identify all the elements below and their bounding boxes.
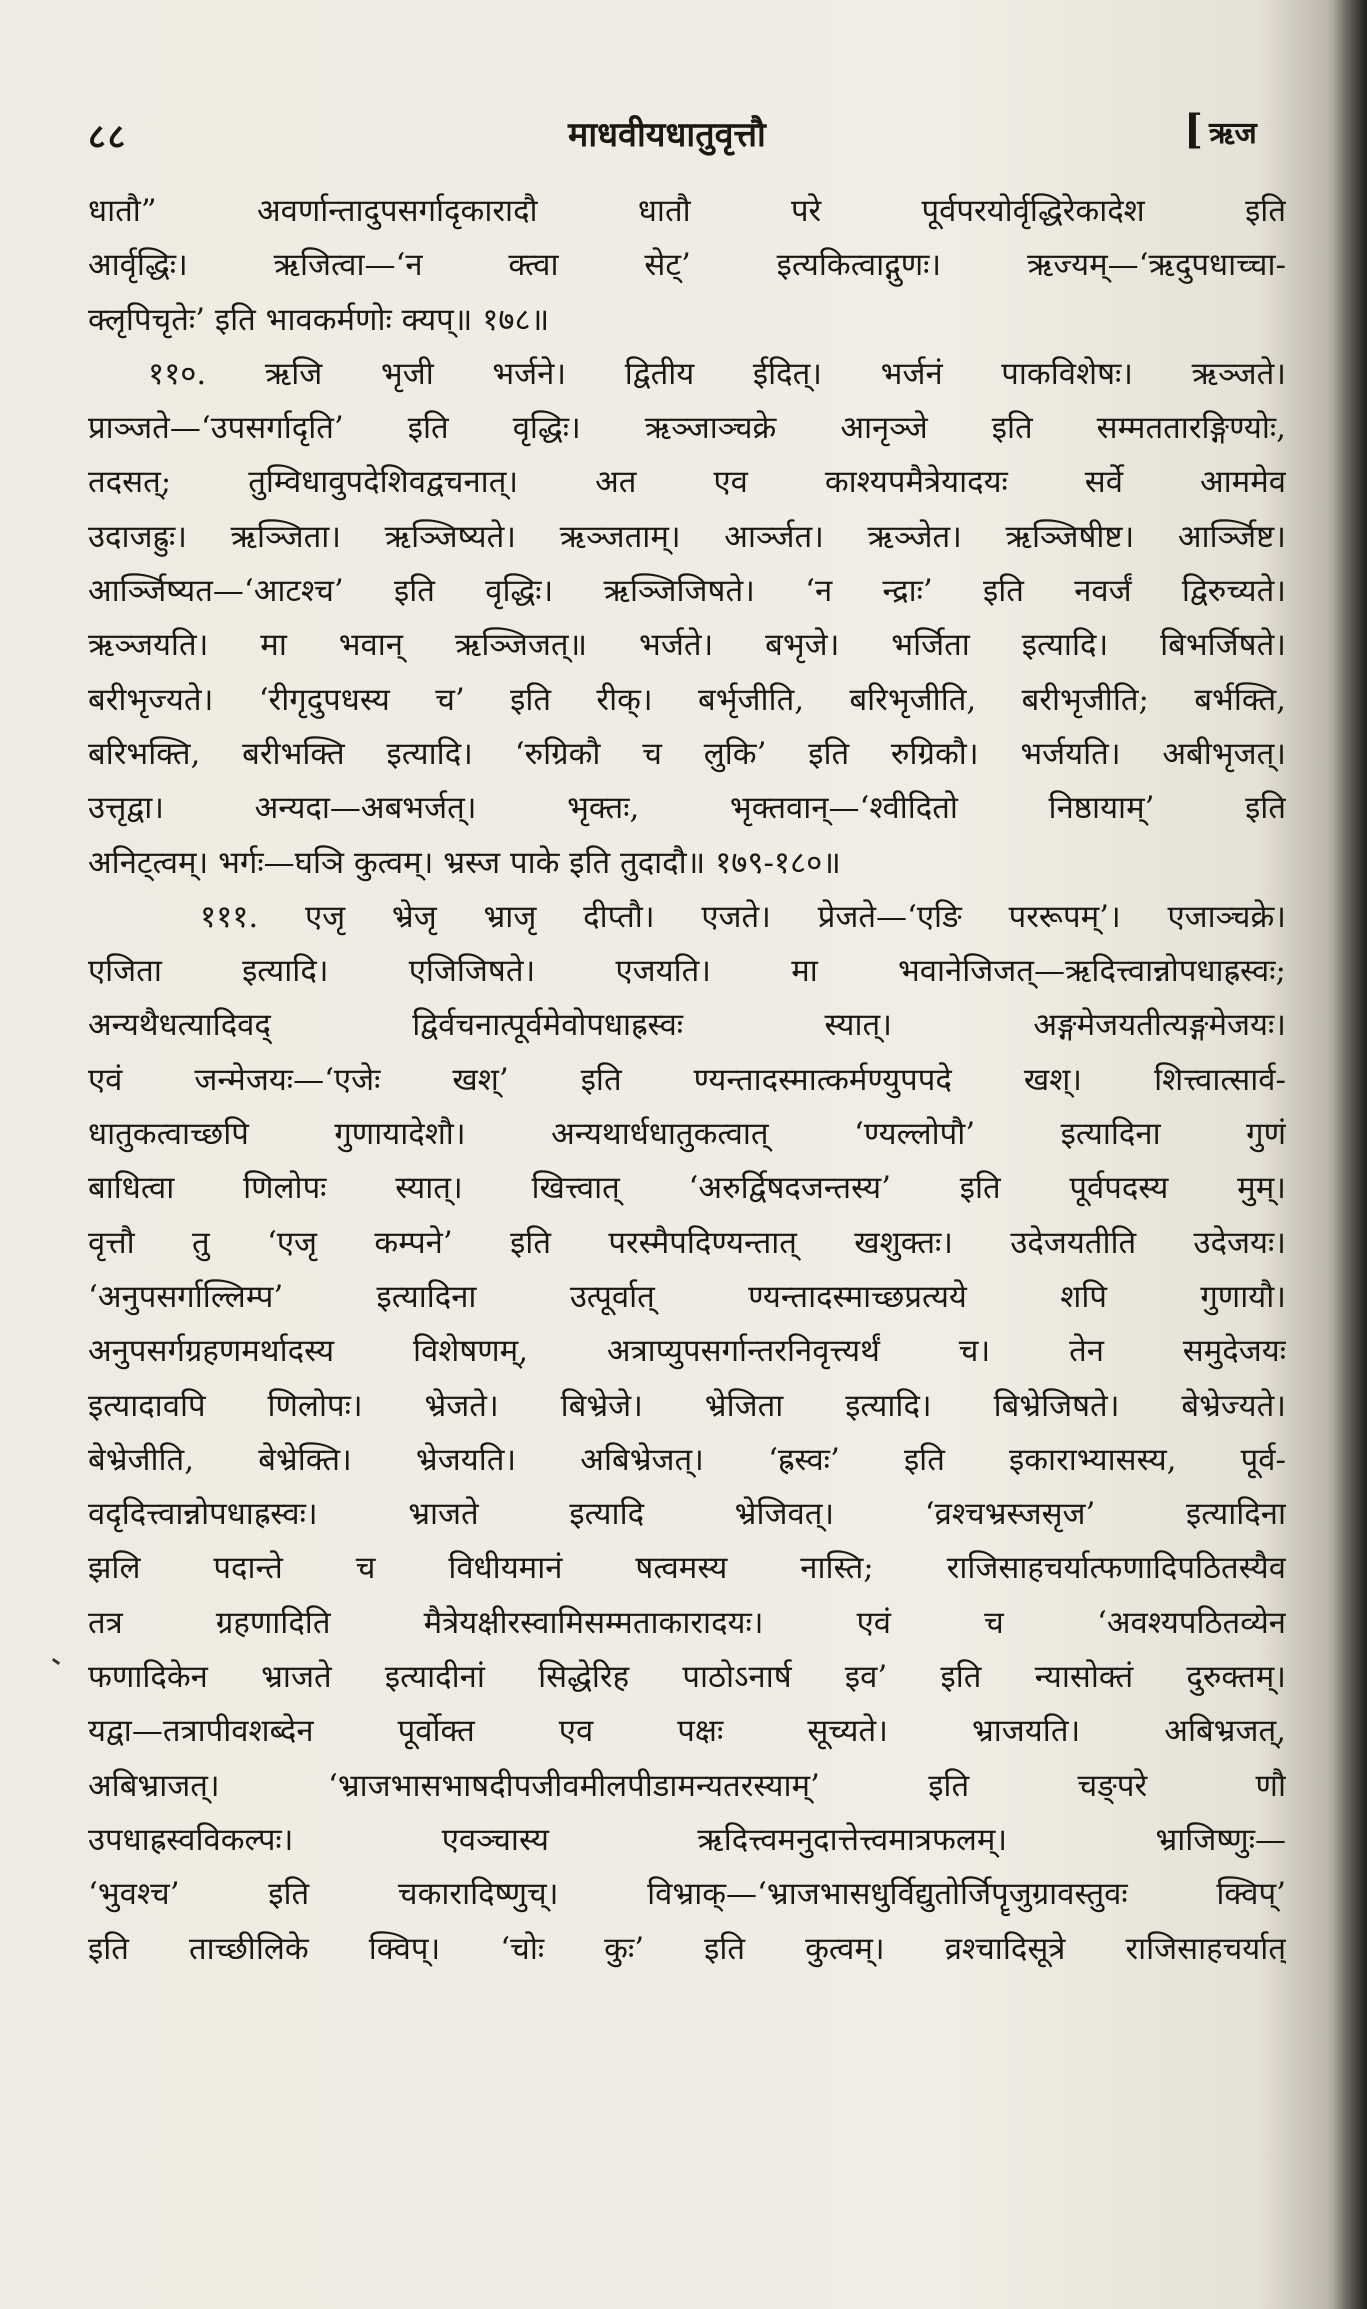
text-line: उपधाह्रस्वविकल्पः। एवञ्चास्य ऋदित्त्वमनुदात्तेत्त्वमात्रफलम्। भ्राजिष्णुः— xyxy=(88,1821,1286,1858)
body-text xyxy=(88,184,1286,1976)
text-line: फणादिकेन भ्राजते इत्यादीनां सिद्धेरिह पाठोऽनार्ष इव’ इति न्यासोक्तं दुरुक्तम्। xyxy=(88,1659,1286,1696)
text-line: यद्वा—तत्रापीवशब्देन पूर्वोक्त एव पक्षः सूच्यते। भ्राजयति। अबिभ्रजत्, xyxy=(88,1713,1286,1750)
section-label: ऋज xyxy=(1208,116,1257,151)
text-line: उदाजह्रुः। ऋञ्जिता। ऋञ्जिष्यते। ऋञ्जताम्। आर्ञ्जत। ऋञ्जेत। ऋञ्जिषीष्ट। आर्ञ्जिष्ट। xyxy=(88,518,1286,555)
text-line: अन्यथैधत्यादिवद् द्विर्वचनात्पूर्वमेवोपधाह्रस्वः स्यात्। अङ्गमेजयतीत्यङ्गमेजयः। xyxy=(88,1007,1286,1044)
text-line: इत्यादावपि णिलोपः। भ्रेजते। बिभ्रेजे। भ्रेजिता इत्यादि। बिभ्रेजिषते। बेभ्रेज्यते। xyxy=(88,1387,1286,1424)
text-line: बाधित्वा णिलोपः स्यात्। खित्त्वात् ‘अरुर्द्विषदजन्तस्य’ इति पूर्वपदस्य मुम्। xyxy=(88,1170,1286,1207)
paragraph-start-111: १११. एजृ भ्रेजृ भ्राजृ दीप्तौ। एजते। प्रेजते—‘एङि पररूपम्’। एजाञ्चक्रे। xyxy=(200,898,1286,935)
text-line: आर्ञ्जिष्यत—‘आटश्च’ इति वृद्धिः। ऋञ्जिजिषते। ‘न न्द्राः’ इति नवर्जं द्विरुच्यते। xyxy=(88,573,1286,610)
text-line: बरीभृज्यते। ‘रीगृदुपधस्य च’ इति रीक्। बर्भृजीति, बरिभृजीति, बरीभृजीति; बर्भक्ति, xyxy=(88,681,1286,718)
text-line: एजिता इत्यादि। एजिजिषते। एजयति। मा भवानेजिजत्—ऋदित्त्वान्नोपधाह्रस्वः; xyxy=(88,953,1286,990)
text-line: अनुपसर्गग्रहणमर्थादस्य विशेषणम्, अत्राप्युपसर्गान्तरनिवृत्त्यर्थं च। तेन समुदेजयः xyxy=(88,1333,1286,1370)
section-bracket: [ xyxy=(1184,106,1203,153)
margin-mark xyxy=(52,1658,60,1665)
text-line: धातौ” अवर्णान्तादुपसर्गादृकारादौ धातौ परे पूर्वपरयोर्वृद्धिरेकादेश इति xyxy=(88,193,1286,229)
text-line: अबिभ्राजत्। ‘भ्राजभासभाषदीपजीवमीलपीडामन्यतरस्याम्’ इति चङ्परे णौ xyxy=(88,1767,1286,1804)
text-line: ‘भुवश्च’ इति चकारादिष्णुच्। विभ्राक्—‘भ्राजभासधुर्विद्युतोर्जिपॄजुग्रावस्तुवः क्विप्’ xyxy=(88,1876,1286,1913)
text-line: एवं जन्मेजयः—‘एजेः खश्’ इति ण्यन्तादस्मात्कर्मण्युपपदे खश्। शित्त्वात्सार्व- xyxy=(88,1061,1286,1098)
section-marker xyxy=(1184,106,1257,153)
text-line: झलि पदान्ते च विधीयमानं षत्वमस्य नास्ति; राजिसाहचर्यात्फणादिपठितस्यैव xyxy=(88,1550,1286,1587)
text-line: प्राञ्जते—‘उपसर्गादृति’ इति वृद्धिः। ऋञ्जाञ्चक्रे आनृञ्जे इति सम्मततारङ्गिण्योः, xyxy=(88,410,1286,447)
text-line: बेभ्रेजीति, बेभ्रेक्ति। भ्रेजयति। अबिभ्रेजत्। ‘ह्रस्वः’ इति इकाराभ्यासस्य, पूर्व- xyxy=(88,1441,1286,1478)
text-line: ‘अनुपसर्गाल्लिम्प’ इत्यादिना उत्पूर्वात् ण्यन्तादस्माच्छप्रत्यये शपि गुणायौ। xyxy=(88,1278,1286,1315)
text-line: इति ताच्छीलिके क्विप्। ‘चोः कुः’ इति कुत्वम्। व्रश्चादिसूत्रे राजिसाहचर्यात् xyxy=(88,1930,1286,1967)
text-line: क्लृपिचृतेः’ इति भावकर्मणोः क्यप्॥ १७८॥ xyxy=(88,301,550,338)
page-number: ८८ xyxy=(88,117,128,157)
text-line: तत्र ग्रहणादिति मैत्रेयक्षीरस्वामिसम्मताकारादयः। एवं च ‘अवश्यपठितव्येन xyxy=(88,1604,1286,1641)
text-line: आर्वृद्धिः। ऋजित्वा—‘न क्त्वा सेट्’ इत्यकित्वाद्गुणः। ऋज्यम्—‘ऋदुपधाच्चा- xyxy=(88,247,1286,284)
text-line: धातुकत्वाच्छपि गुणायादेशौ। अन्यथार्धधातुकत्वात् ‘ण्यल्लोपौ’ इत्यादिना गुणं xyxy=(88,1116,1286,1153)
text-line: उत्तृद्वा। अन्यदा—अबभर्जत्। भृक्तः, भृक्तवान्—‘श्वीदितो निष्ठायाम्’ इति xyxy=(88,790,1286,827)
page-header xyxy=(88,104,1288,164)
text-line: तदसत्; तुम्विधावुपदेशिवद्वचनात्। अत एव काश्यपमैत्रेयादयः सर्वे आममेव xyxy=(88,464,1286,501)
text-line: वृत्तौ तु ‘एजृ कम्पने’ इति परस्मैपदिण्यन्तात् खशुक्तः। उदेजयतीति उदेजयः। xyxy=(88,1224,1286,1261)
running-title: माधवीयधातुवृत्तौ xyxy=(568,115,766,155)
paragraph-start-110: ११०. ऋजि भृजी भर्जने। द्वितीय ईदित्। भर्जनं पाकविशेषः। ऋञ्जते। xyxy=(148,355,1286,392)
binding-shadow xyxy=(1333,0,1367,2309)
text-line: बरिभक्ति, बरीभक्ति इत्यादि। ‘रुग्रिकौ च लुकि’ इति रुग्रिकौ। भर्जयति। अबीभृजत्। xyxy=(88,735,1286,772)
text-line: अनिट्त्वम्। भर्गः—घञि कुत्वम्। भ्रस्ज पाके इति तुदादौ॥ १७९-१८०॥ xyxy=(88,844,841,881)
text-line: ऋञ्जयति। मा भवान् ऋञ्जिजत्॥ भर्जते। बभृजे। भर्जिता इत्यादि। बिभर्जिषते। xyxy=(88,627,1286,664)
text-line: वदृदित्त्वान्नोपधाह्रस्वः। भ्राजते इत्यादि भ्रेजिवत्। ‘व्रश्चभ्रस्जसृज’ इत्यादिना xyxy=(88,1496,1286,1533)
